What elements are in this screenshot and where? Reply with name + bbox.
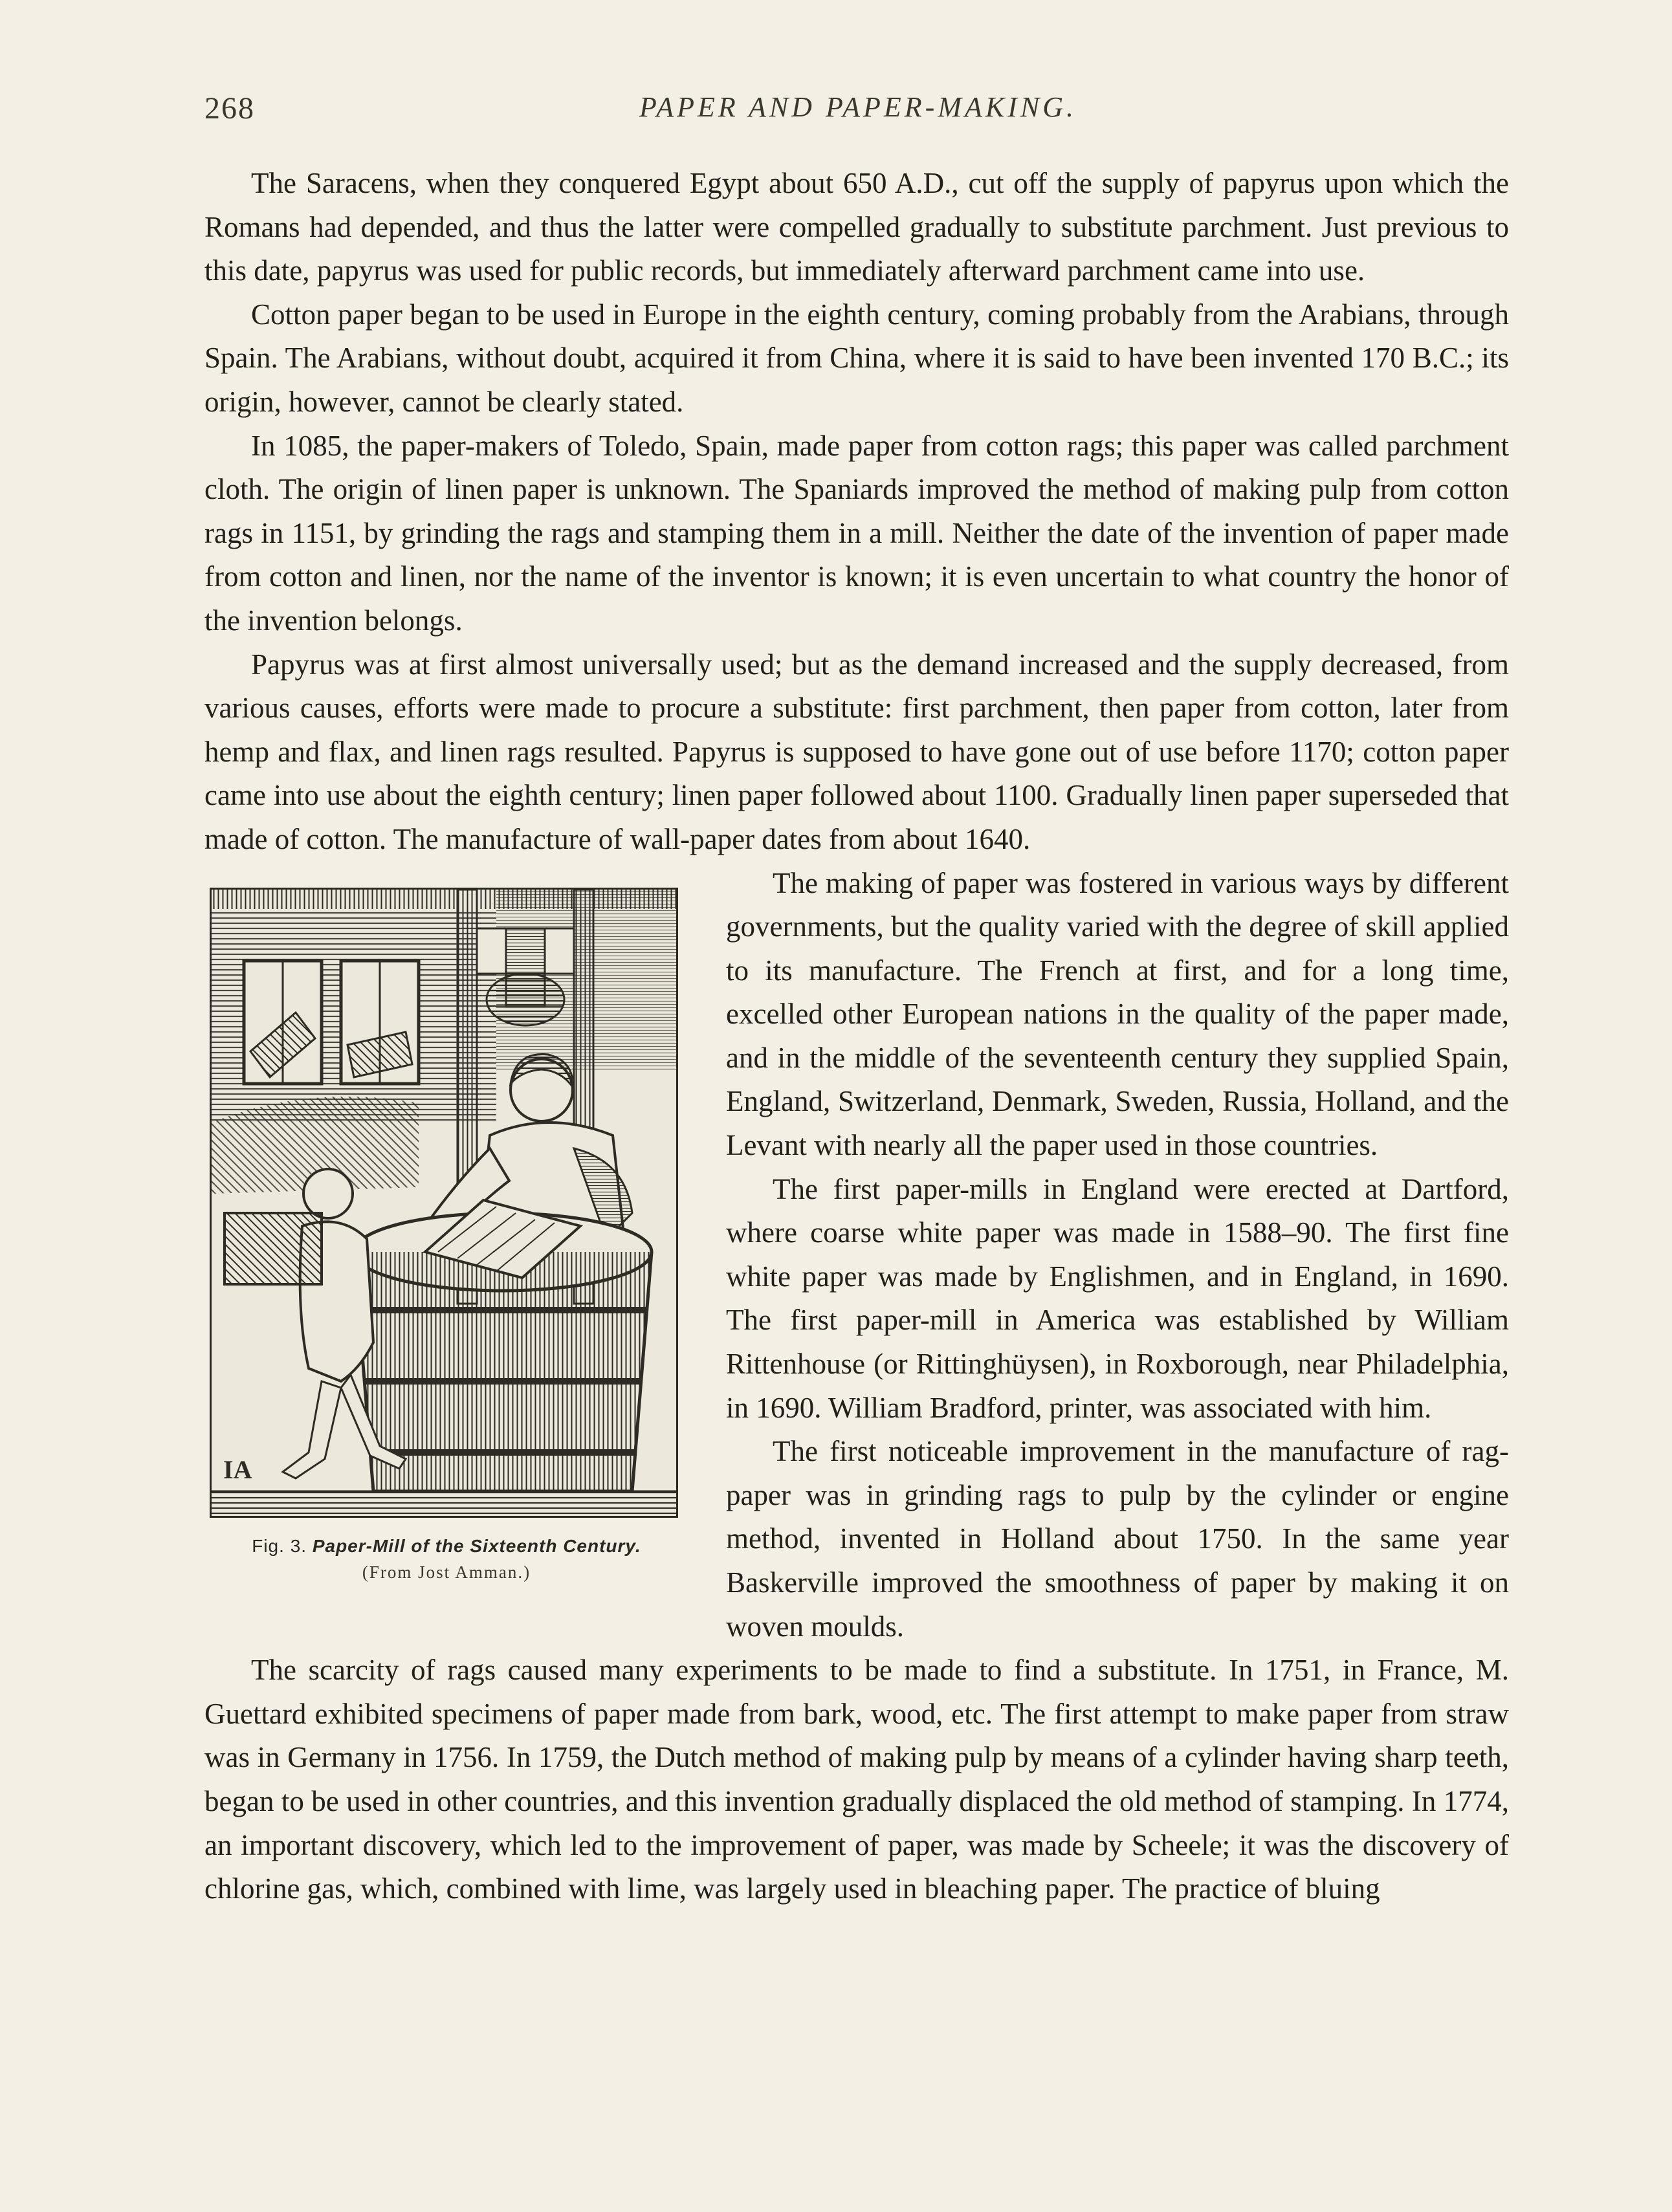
figure-caption bbox=[210, 1533, 683, 1585]
monogram: IA bbox=[223, 1454, 252, 1484]
paragraph: The making of paper was fostered in various ways by different governments, but the quality varied with the degree of skill applied to its manufacture. The French at first, and for a long time, excelled other European nations in the quality of the paper made, and in the middle of the seventeenth century they supplied Spain, England, Switzerland, Denmark, Sweden, Russia, Holland, and the Levant with nearly all the paper used in those countries. bbox=[726, 866, 1509, 1162]
page-number: 268 bbox=[204, 91, 255, 126]
paragraph: In 1085, the paper-makers of Toledo, Spain, made paper from cotton rags; this paper was called parchment cloth. The origin of linen paper is unknown. The Spaniards improved the method of making pulp from cotton rags in 1151, by grinding the rags and stamping them in a mill. Neither the date of the invention of paper made from cotton and linen, nor the name of the inventor is known; it is even uncertain to what country the honor of the invention belongs. bbox=[204, 429, 1509, 637]
figure-3 bbox=[204, 888, 683, 1628]
paper-mill-woodcut-image bbox=[210, 888, 678, 1518]
caption-source: (From Jost Amman.) bbox=[362, 1562, 531, 1582]
body-text bbox=[204, 162, 1509, 1911]
running-head bbox=[204, 91, 1512, 136]
caption-text: Paper-Mill of the Sixteenth Century. bbox=[312, 1535, 641, 1556]
paragraph: The first paper-mills in England were erected at Dartford, where coarse white paper was made in 1588–90. The first fine white paper was made by Englishmen, and in England, in 1690. The first paper-mill in America was established by William Rittenhouse (or Rittinghüysen), in Roxborough, near Philadelphia, in 1690. William Bradford, printer, was associated with him. bbox=[726, 1172, 1509, 1424]
paragraph: Cotton paper began to be used in Europe in the eighth century, coming probably from the Arabians, through Spain. The Arabians, without doubt, acquired it from China, where it is said to have been invented 170 B.C.; its origin, however, cannot be clearly stated. bbox=[204, 298, 1509, 418]
paragraph: The Saracens, when they conquered Egypt about 650 A.D., cut off the supply of papyrus upon which the Romans had depended, and thus the latter were compelled gradually to substitute parchment. Just previous to this date, papyrus was used for public records, but immediately afterward parchment came into use. bbox=[204, 167, 1509, 287]
running-title: PAPER AND PAPER-MAKING. bbox=[639, 91, 1077, 123]
paragraph: Papyrus was at first almost universally used; but as the demand increased and the supply decreased, from various causes, efforts were made to procure a substitute: first parchment, then paper from cotton, later from hemp and flax, and linen rags resulted. Papyrus is supposed to have gone out of use before 1170; cotton paper came into use about the eighth century; linen paper followed about 1100. Gradually linen paper superseded that made of cotton. The manufacture of wall-paper dates from about 1640. bbox=[204, 648, 1509, 855]
paragraph: The scarcity of rags caused many experiments to be made to find a substitute. In 1751, in France, M. Guettard exhibited specimens of paper made from bark, wood, etc. The first attempt to make paper from straw was in Germany in 1756. In 1759, the Dutch method of making pulp by means of a cylinder having sharp teeth, began to be used in other countries, and this invention gradually displaced the old method of stamping. In 1774, an important discovery, which led to the improvement of paper, was made by Scheele; it was the discovery of chlorine gas, which, combined with lime, was largely used in bleaching paper. The practice of bluing bbox=[204, 1654, 1509, 1905]
caption-label: Fig. 3. bbox=[252, 1535, 307, 1556]
caption-title bbox=[210, 1533, 683, 1559]
paragraph: The first noticeable improvement in the manufacture of rag-paper was in grinding rags to pulp by the cylinder or engine method, invented in Holland about 1750. In the same year Baskerville improved the smoothness of paper by making it on woven moulds. bbox=[726, 1435, 1509, 1643]
